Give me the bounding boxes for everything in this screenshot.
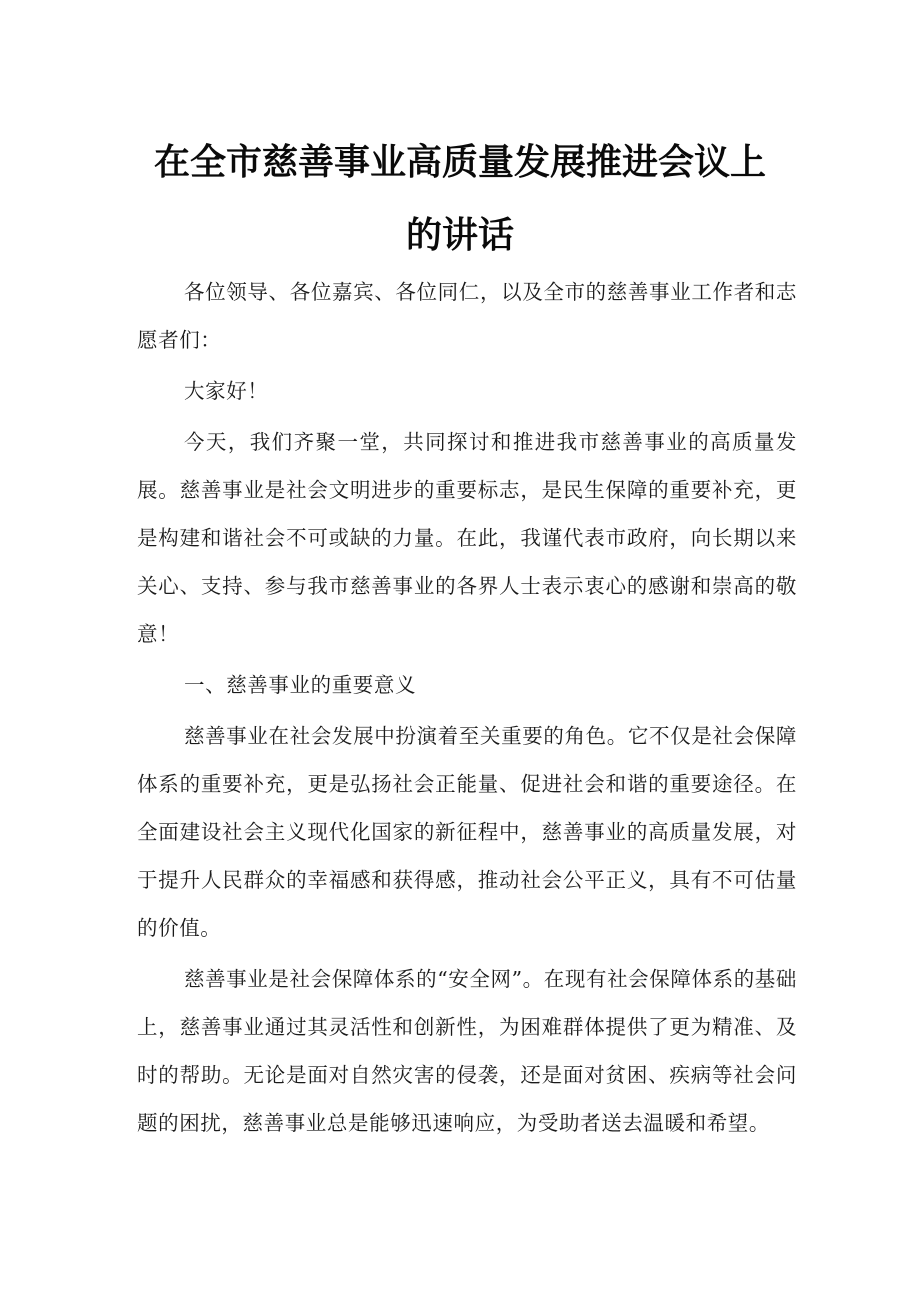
greeting-paragraph: 大家好！ (184, 379, 269, 403)
section-heading: 一、慈善事业的重要意义 (184, 673, 417, 697)
document-title-line-2: 的讲话 (405, 215, 514, 256)
body-paragraph: 慈善事业在社会发展中扮演着至关重要的角色。它不仅是社会保障体系的重要补充，更是弘扬社会正能量、促进社会和谐的重要途径。在全面建设社会主义现代化国家的新征程中，慈善事业的高质量发展，对于提升人民群众的幸福感和获得感，推动社会公平正义，具有不可估量的价值。 (137, 724, 797, 940)
salutation-paragraph: 各位领导、各位嘉宾、各位同仁，以及全市的慈善事业工作者和志愿者们： (137, 280, 797, 352)
opening-paragraph: 今天，我们齐聚一堂，共同探讨和推进我市慈善事业的高质量发展。慈善事业是社会文明进步的重要标志，是民生保障的重要补充，更是构建和谐社会不可或缺的力量。在此，我谨代表市政府，向长期以来关心、支持、参与我市慈善事业的各界人士表示衷心的感谢和崇高的敬意！ (137, 430, 797, 646)
body-paragraph: 慈善事业是社会保障体系的“安全网”。在现有社会保障体系的基础上，慈善事业通过其灵活性和创新性，为困难群体提供了更为精准、及时的帮助。无论是面对自然灾害的侵袭，还是面对贫困、疾病等社会问题的困扰，慈善事业总是能够迅速响应，为受助者送去温暖和希望。 (137, 967, 797, 1135)
document-title-line-1: 在全市慈善事业高质量发展推进会议上 (153, 142, 766, 183)
document-body (137, 268, 797, 1150)
